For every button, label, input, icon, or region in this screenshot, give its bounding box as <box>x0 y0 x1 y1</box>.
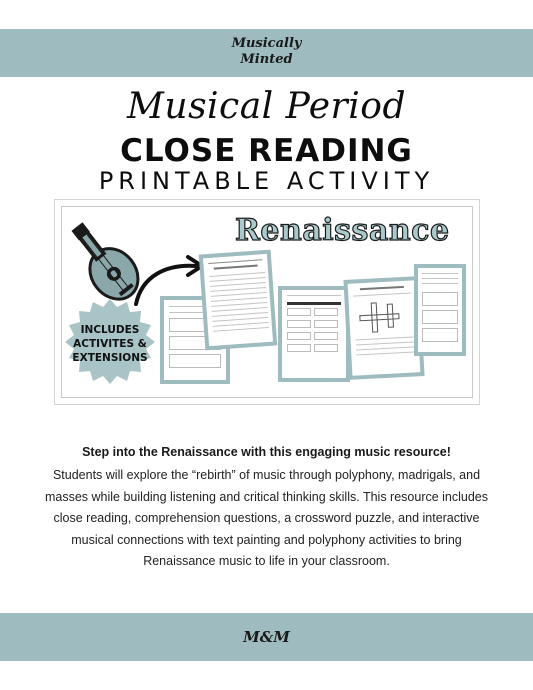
description-body: Students will explore the “rebirth” of music through polyphony, madrigals, and masses while building listening and critical thinking skills. This resource includes close reading, comprehension questions, a crossword puzzle, and interactive musical connections with text painting and polyphony activities to bring Renaissance music to life in your classroom. <box>44 468 489 568</box>
top-banner <box>0 29 533 77</box>
badge-line-2: ACTIVITES & <box>73 338 147 350</box>
badge-line-3: EXTENSIONS <box>72 352 148 364</box>
title-musical-period: Musical Period <box>127 86 406 127</box>
brand-line-1: Musically <box>231 36 302 51</box>
renaissance-banner: Renaissance <box>235 213 450 248</box>
worksheet-thumbnail-5 <box>414 264 466 356</box>
title-printable-activity: PRINTABLE ACTIVITY <box>98 167 435 195</box>
brand-line-2: Minted <box>240 52 293 67</box>
worksheet-thumbnail-4 <box>343 276 424 380</box>
footer-logo: M&M <box>243 628 290 646</box>
bottom-banner <box>0 613 533 661</box>
worksheet-thumbnail-3 <box>278 286 350 382</box>
title-close-reading: CLOSE READING <box>120 133 413 169</box>
description-heading: Step into the Renaissance with this engaging music resource! <box>82 445 451 459</box>
worksheet-thumbnail-2 <box>199 250 278 351</box>
badge-line-1: INCLUDES <box>80 324 140 336</box>
badge-text <box>68 323 152 365</box>
